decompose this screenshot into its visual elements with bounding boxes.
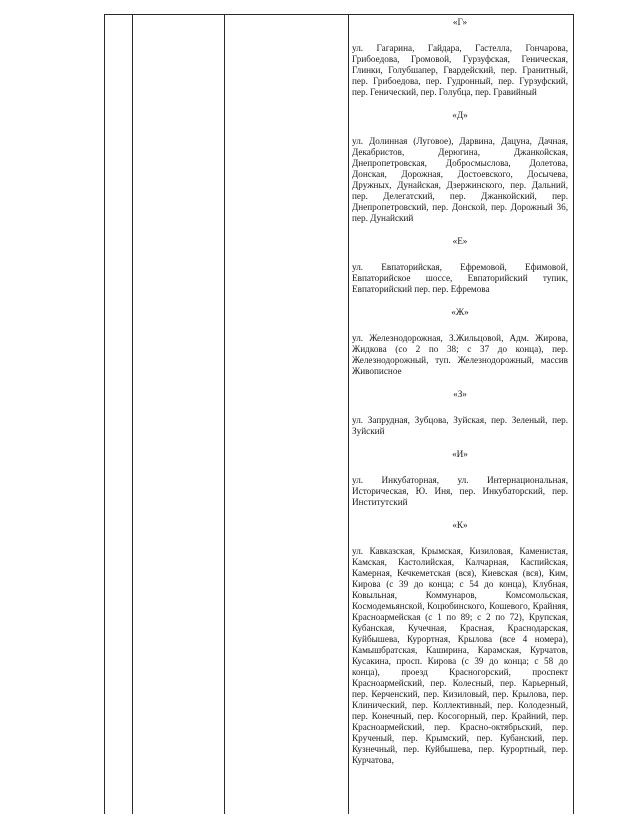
section-k bbox=[352, 520, 568, 766]
section-text-e: ул. Евпаторийская, Ефремовой, Ефимовой, Евпаторийское шоссе, Евпаторийский тупик, Евпаторийский пер. пер. Ефремова bbox=[352, 262, 568, 294]
table-column-divider-4 bbox=[348, 14, 349, 814]
section-text-i: ул. Инкубаторная, ул. Интернациональная, Историческая, Ю. Иня, пер. Инкубаторский, пер. Институтский bbox=[352, 475, 568, 507]
table-right-border bbox=[573, 14, 574, 814]
section-letter-d: «Д» bbox=[452, 110, 468, 120]
section-text-zh: ул. Железнодорожная, З.Жильцовой, Адм. Жирова, Жидкова (со 2 по 38; с 37 до конца), пер. Железнодорожный, туп. Железнодорожный, массив Живописное bbox=[352, 333, 568, 376]
table-column-divider-2 bbox=[132, 14, 133, 814]
section-g bbox=[352, 17, 568, 98]
streets-cell bbox=[352, 14, 568, 814]
section-i bbox=[352, 449, 568, 508]
table-column-divider-1 bbox=[104, 14, 105, 814]
table-column-divider-3 bbox=[224, 14, 225, 814]
section-letter-z: «З» bbox=[453, 389, 467, 399]
section-z bbox=[352, 389, 568, 437]
section-text-k: ул. Кавказская, Крымская, Кизиловая, Каменистая, Камская, Кастолийская, Калчарная, Каспийская, Камерная, Кечкеметская (вся), Киевская (вся), Ким, Кирова (с 39 до конца; с 54 до конца), Клубная, Ковыльная, Коммунаров, Комсомольская, Космодемьянской, Коцюбинского, Кошевого, Крайняя, Красноармейская (с 1 по 89; с 2 по 72), Крупская, Кубанская, Кучечная, Красная, Краснодарская, Куйбышева, Курортная, Крылова (все 4 номера), Камышбратская, Каширина, Карамская, Курчатов, Кусакина, просп. Кирова (с 39 до конца; с 58 до конца), проезд Красногорский, проспект Красноармейский, пер. Колесный, пер. Карьерный, пер. Керченский, пер. Кизиловый, пер. Крылова, пер. Клинический, пер. Коллективный, пер. Колодезный, пер. Конечный, пер. Косогорный, пер. Крайний, пер. Красноармейский, пер. Красно-октябрьский, пер. Крученый, пер. Крымский, пер. Кубанский, пер. Кузнечный, пер. Куйбышева, пер. Курортный, пер. Курчатова, bbox=[352, 546, 568, 765]
section-letter-k: «К» bbox=[452, 520, 468, 530]
section-d bbox=[352, 110, 568, 224]
section-text-g: ул. Гагарина, Гайдара, Гастелла, Гончарова, Грибоедова, Громовой, Гурзуфская, Геническая, Глинки, Голубшапер, Гвардейский, пер. Гранитный, пер. Грибоедова, пер. Гудронный, пер. Гурзуфский, пер. Генический, пер. Голубца, пер. Гравийный bbox=[352, 43, 568, 97]
section-text-z: ул. Запрудная, Зубцова, Зуйская, пер. Зеленый, пер. Зуйский bbox=[352, 415, 568, 436]
section-letter-zh: «Ж» bbox=[451, 307, 469, 317]
section-letter-i: «И» bbox=[452, 449, 468, 459]
section-letter-g: «Г» bbox=[452, 17, 468, 27]
section-letter-e: «Е» bbox=[452, 236, 468, 246]
section-zh bbox=[352, 307, 568, 377]
section-text-d: ул. Долинная (Луговое), Дарвина, Дацуна, Дачная, Декабристов, Дерюгина, Джанкойская, Днепропетровская, Добросмыслова, Долетова, Донская, Дорожная, Достоевского, Досычева, Дружных, Дунайская, Дзержинского, пер. Дальний, пер. Делегатский, пер. Джанкойский, пер. Днепропетровский, пер. Донской, пер. Дорожный 36, пер. Дунайский bbox=[352, 136, 568, 223]
section-e bbox=[352, 236, 568, 295]
